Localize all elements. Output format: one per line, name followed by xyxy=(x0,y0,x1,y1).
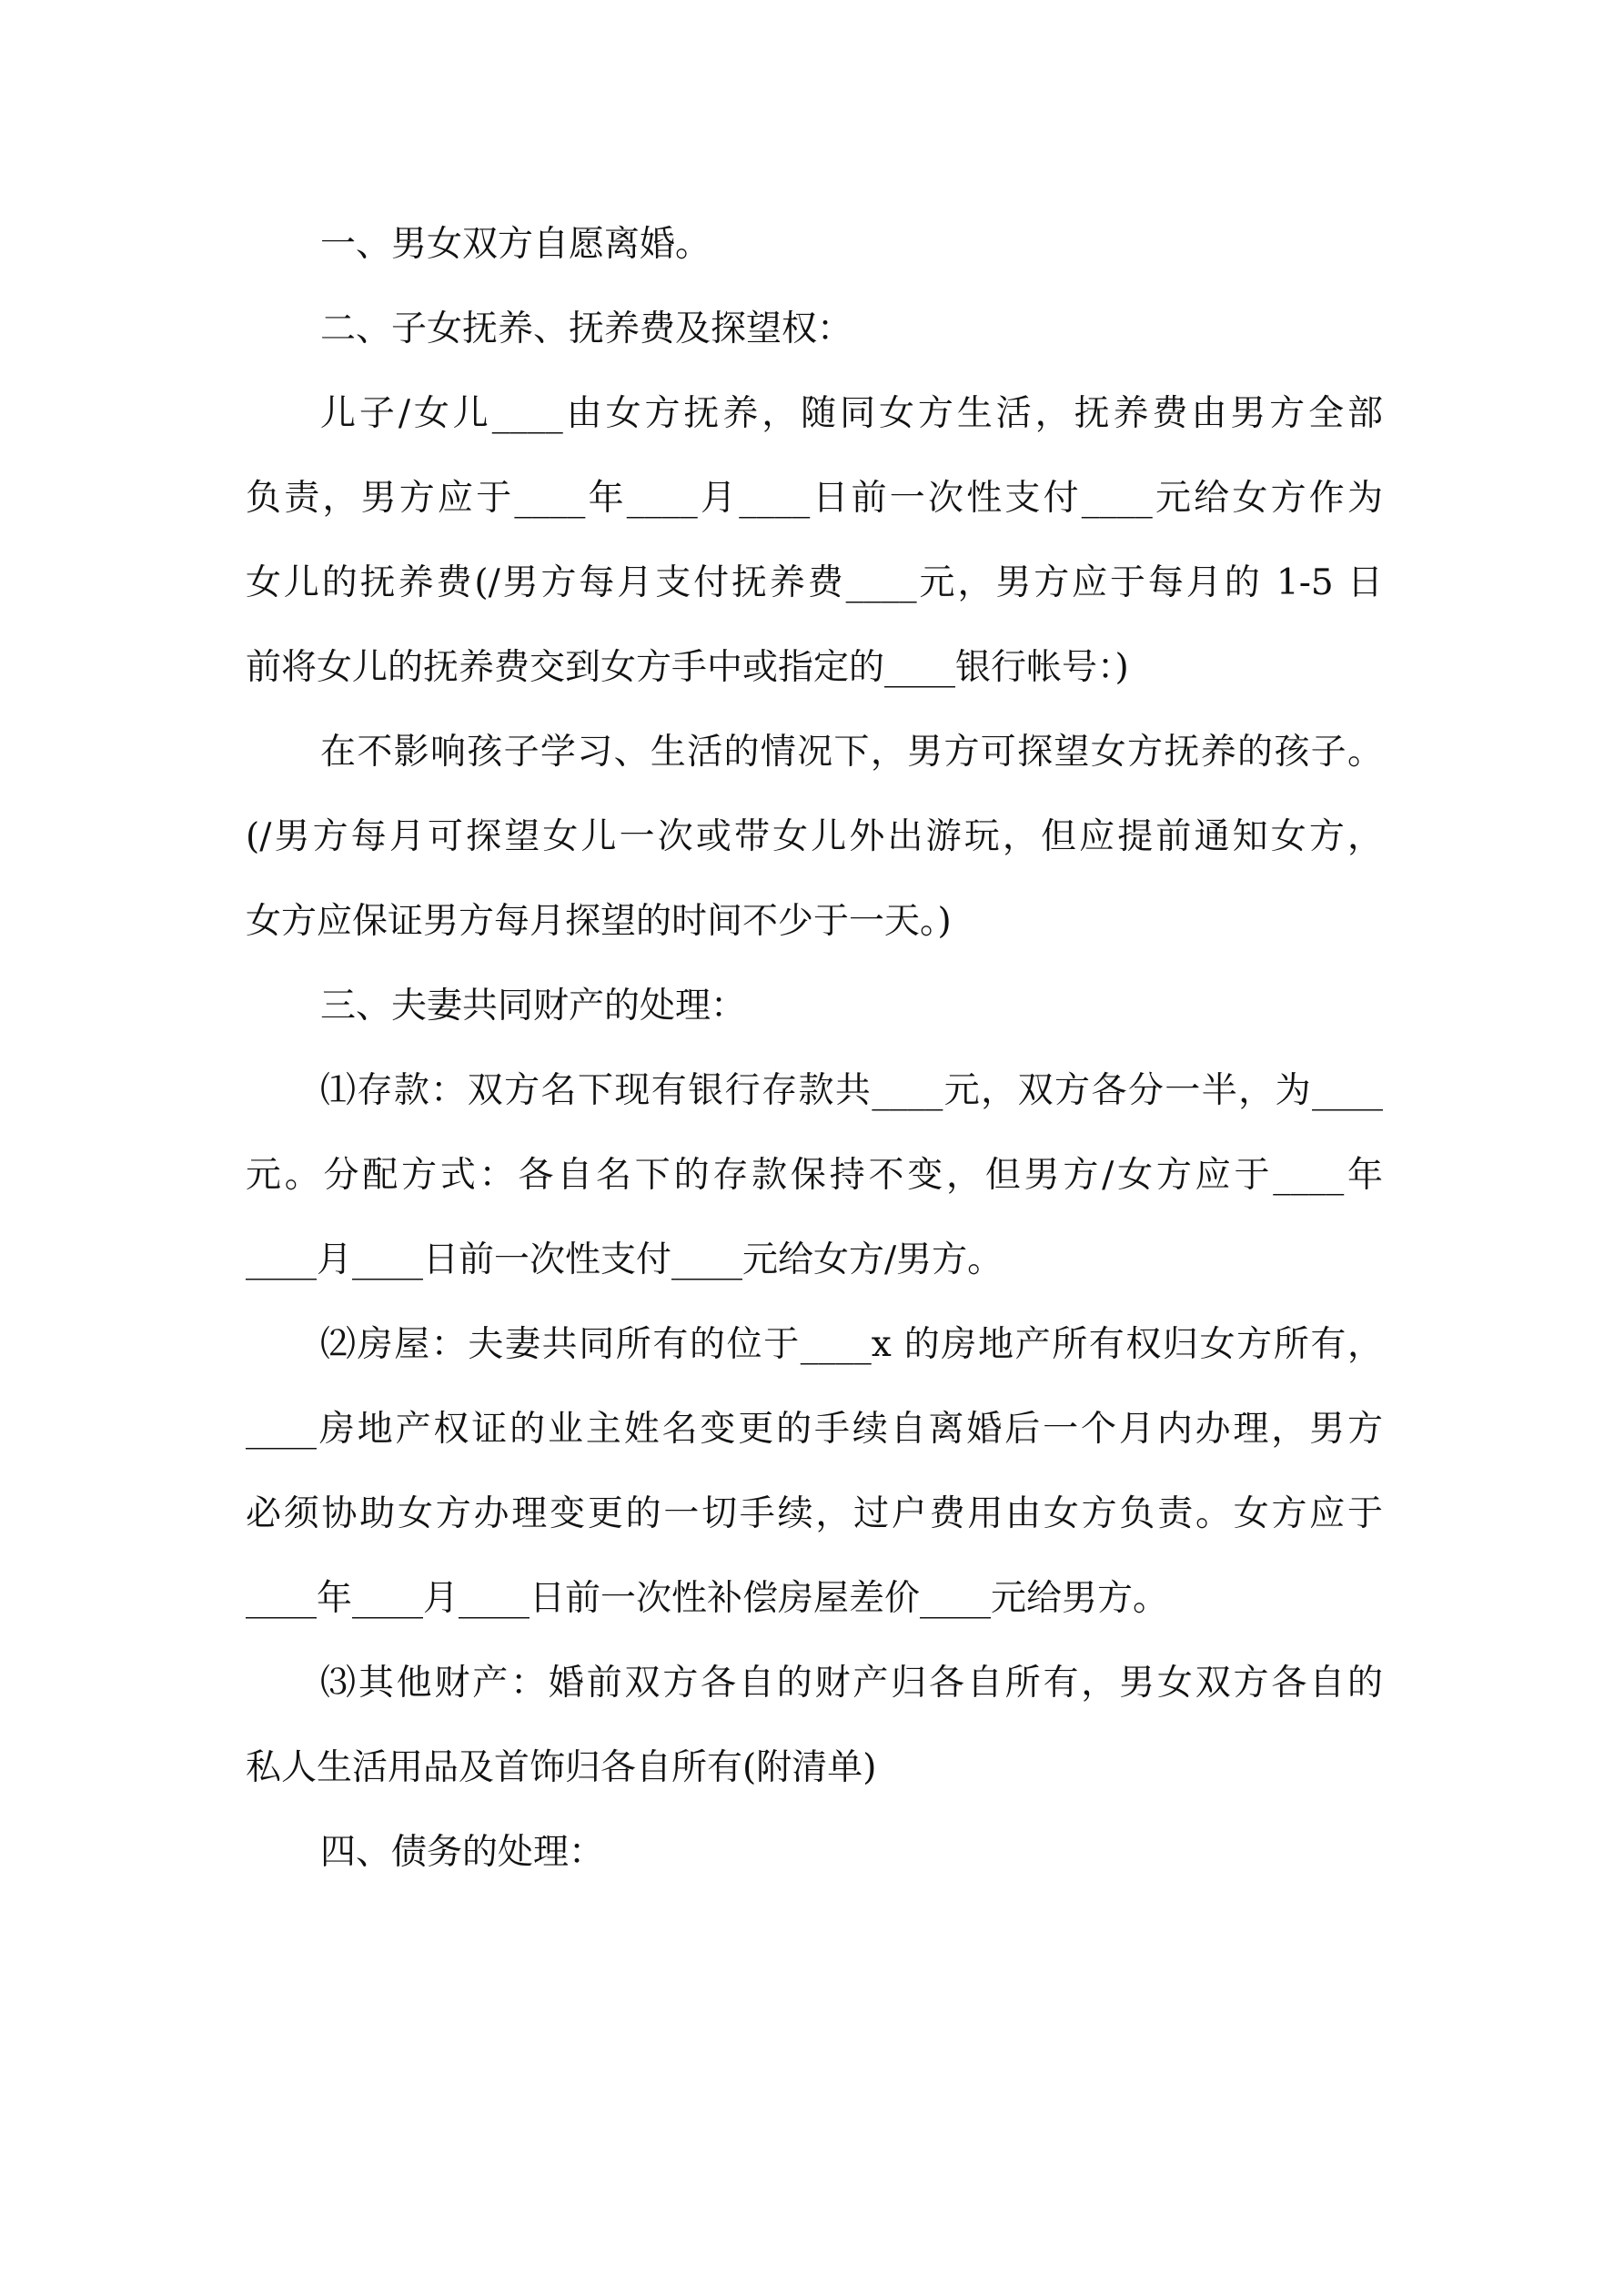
paragraph-line: (/男方每月可探望女儿一次或带女儿外出游玩，但应提前通知女方， xyxy=(246,816,1383,857)
paragraph-line: 女方应保证男方每月探望的时间不少于一天。) xyxy=(246,901,952,942)
paragraph-line: ____月____日前一次性支付____元给女方/男方。 xyxy=(246,1239,1004,1280)
paragraph-line: 必须协助女方办理变更的一切手续，过户费用由女方负责。女方应于 xyxy=(246,1493,1383,1534)
paragraph-line: 儿子/女儿____由女方抚养，随同女方生活，抚养费由男方全部 xyxy=(320,393,1383,434)
heading-2: 二、子女抚养、抚养费及探望权： xyxy=(320,308,853,349)
paragraph-line: ____房地产权证的业主姓名变更的手续自离婚后一个月内办理，男方 xyxy=(246,1409,1383,1450)
heading-1: 一、男女双方自愿离婚。 xyxy=(320,224,711,265)
paragraph-line: ⑴存款：双方名下现有银行存款共____元，双方各分一半，为____ xyxy=(320,1070,1383,1111)
heading-4: 四、债务的处理： xyxy=(320,1832,605,1873)
paragraph-line: 前将女儿的抚养费交到女方手中或指定的____银行帐号：) xyxy=(246,647,1129,688)
document-body xyxy=(246,202,1383,1895)
paragraph-line: ⑵房屋：夫妻共同所有的位于____x 的房地产所有权归女方所有， xyxy=(320,1324,1383,1365)
paragraph-line: 女儿的抚养费(/男方每月支付抚养费____元，男方应于每月的 1-5 日 xyxy=(246,562,1383,603)
paragraph-line: 负责，男方应于____年____月____日前一次性支付____元给女方作为 xyxy=(246,478,1383,519)
heading-3: 三、夫妻共同财产的处理： xyxy=(320,986,747,1027)
paragraph-line: 私人生活用品及首饰归各自所有(附清单) xyxy=(246,1747,877,1788)
paragraph-line: ⑶其他财产：婚前双方各自的财产归各自所有，男女双方各自的 xyxy=(320,1663,1383,1704)
paragraph-line: 在不影响孩子学习、生活的情况下，男方可探望女方抚养的孩子。 xyxy=(320,732,1383,773)
paragraph-line: ____年____月____日前一次性补偿房屋差价____元给男方。 xyxy=(246,1578,1169,1619)
paragraph-line: 元。分配方式：各自名下的存款保持不变，但男方/女方应于____年 xyxy=(246,1155,1383,1196)
